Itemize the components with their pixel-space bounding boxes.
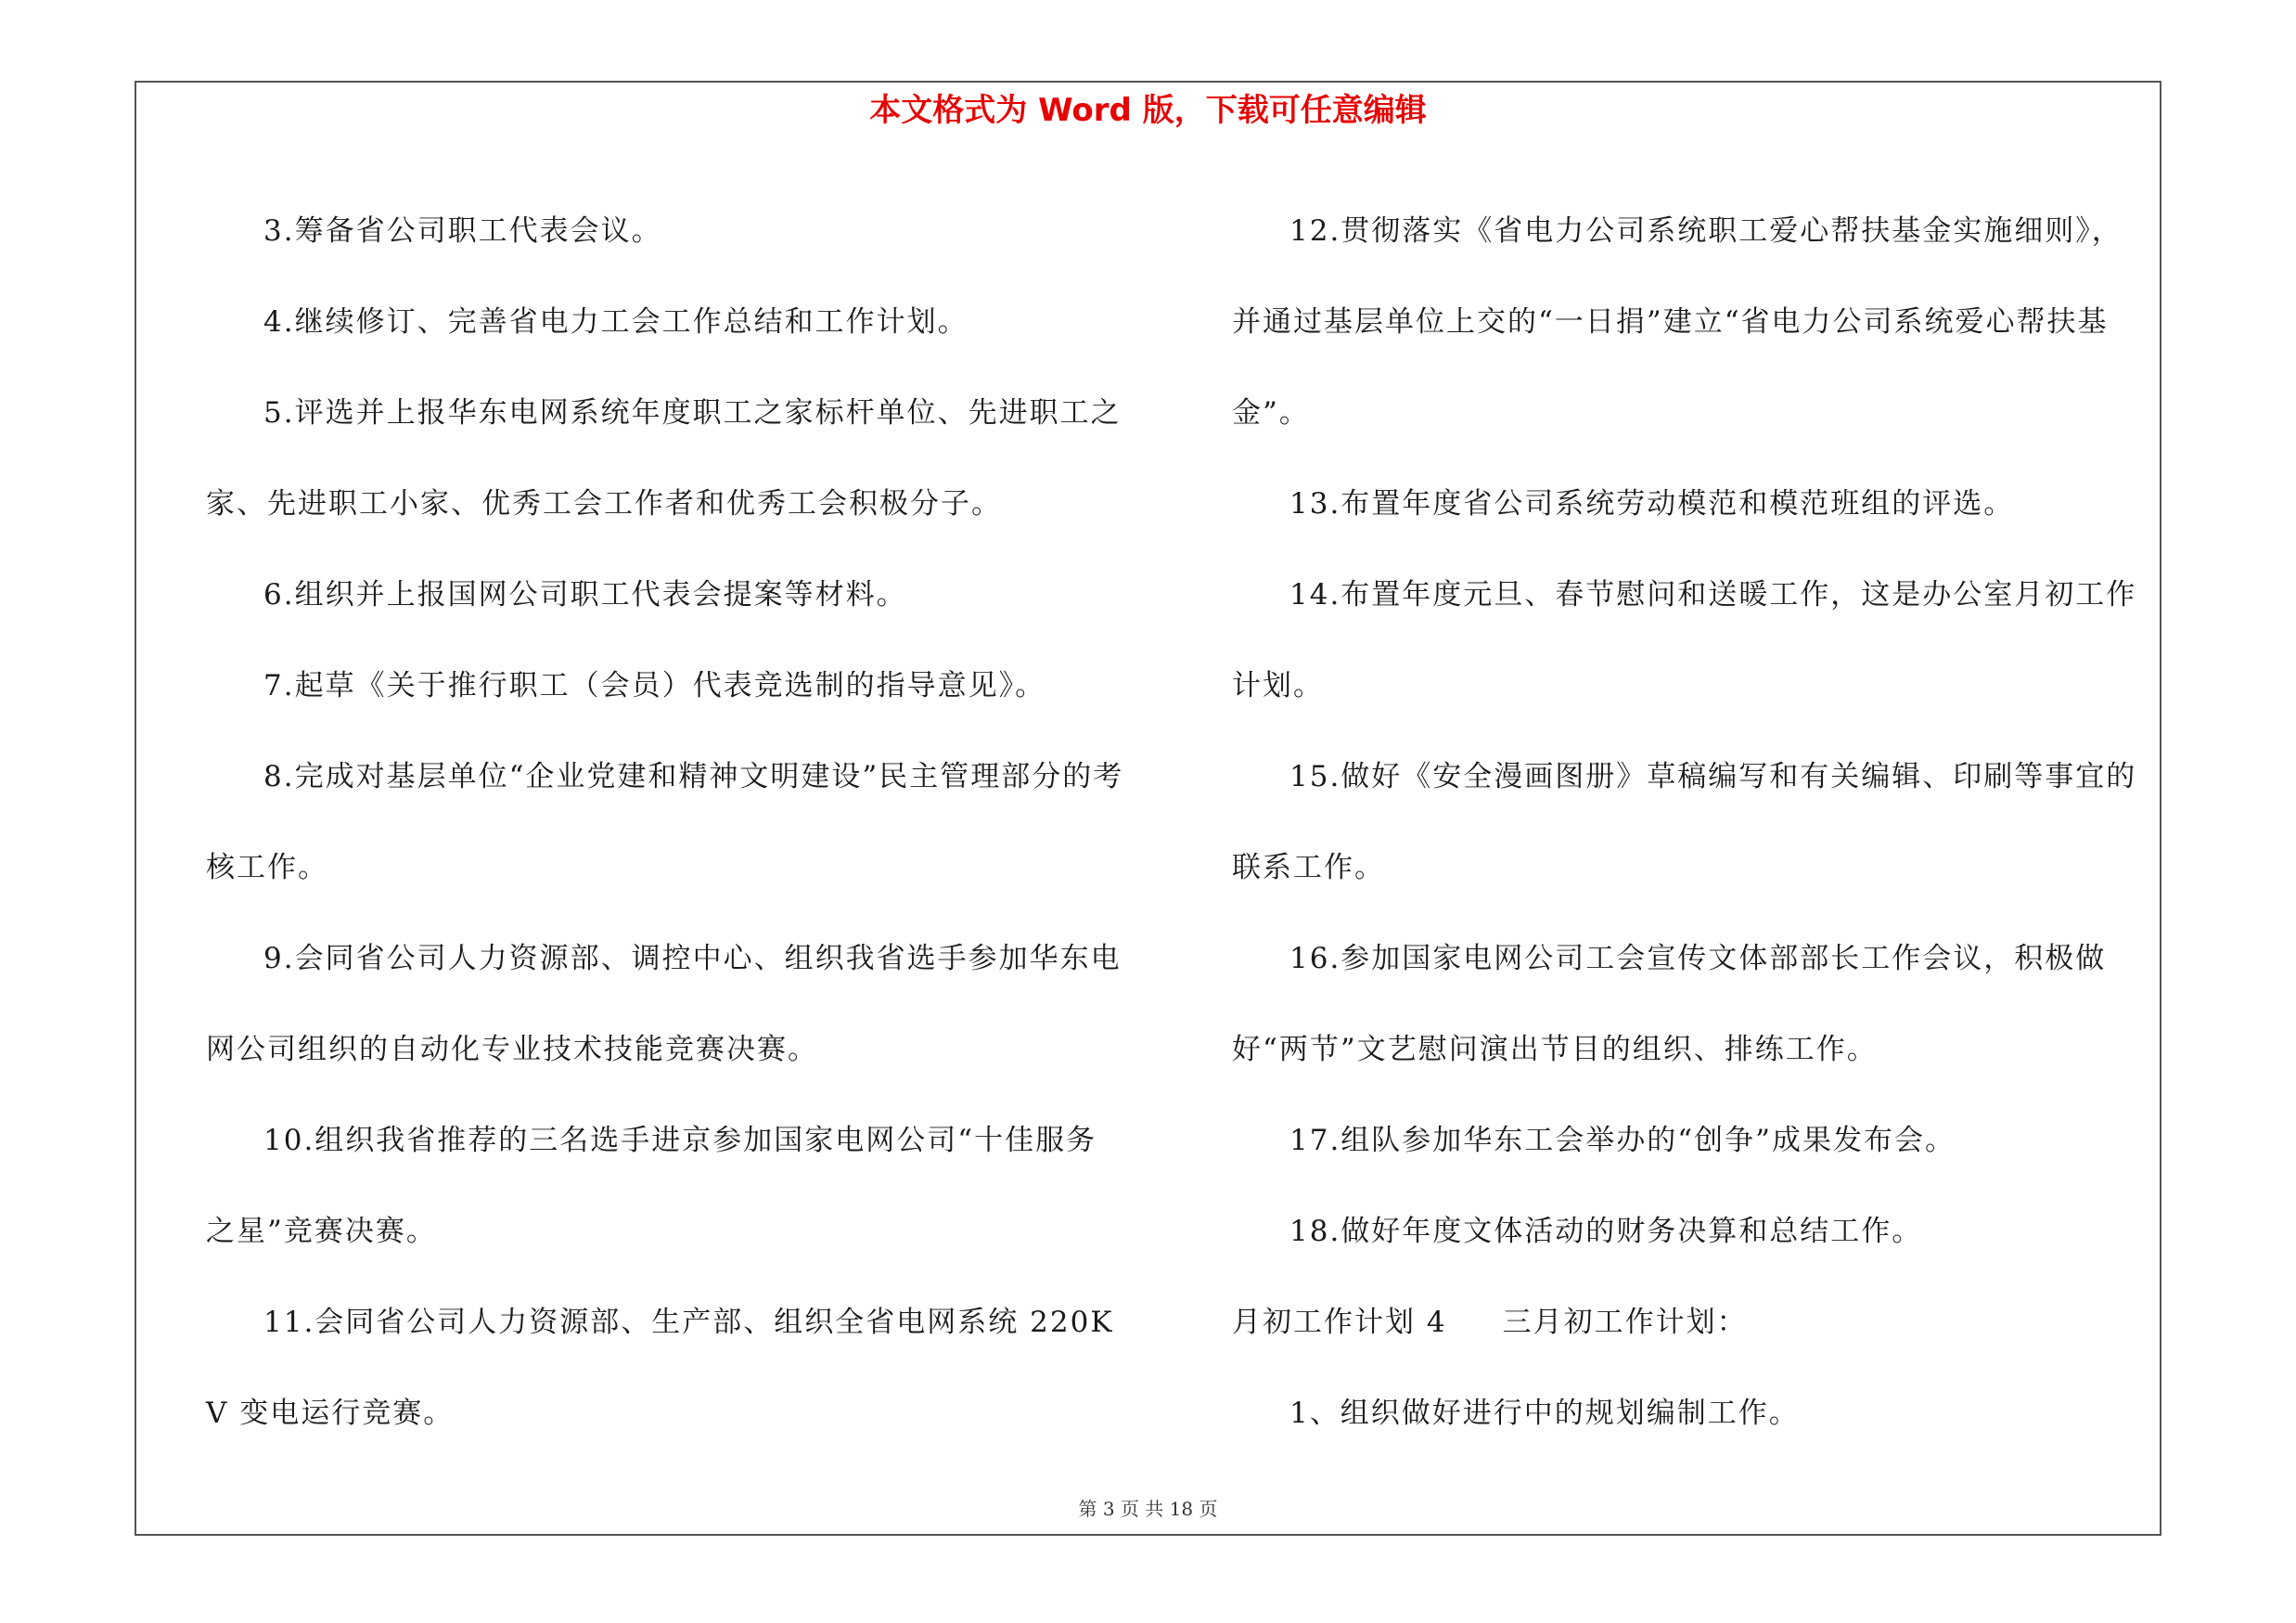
section-heading [1232,1277,2150,1368]
list-item: 15.做好《安全漫画图册》草稿编写和有关编辑、印刷等事宜的联系工作。 [1232,760,2137,884]
list-item: 6.组织并上报国网公司职工代表会提案等材料。 [263,578,907,612]
format-banner: 本文格式为 Word 版，下载可任意编辑 [869,92,1427,129]
right-column [1232,186,2150,1459]
list-item: 10.组织我省推荐的三名选手进京参加国家电网公司“十佳服务之星”竞赛决赛。 [206,1124,1097,1248]
section-title: 月初工作计划 4 [1232,1306,1447,1339]
list-item: 8.完成对基层单位“企业党建和精神文明建设”民主管理部分的考核工作。 [206,760,1124,884]
list-item: 17.组队参加华东工会举办的“创争”成果发布会。 [1289,1124,1956,1157]
list-item: 11.会同省公司人力资源部、生产部、组织全省电网系统 220KV 变电运行竞赛。 [206,1306,1114,1430]
list-item: 13.布置年度省公司系统劳动模范和模范班组的评选。 [1289,487,2015,521]
list-item: 9.会同省公司人力资源部、调控中心、组织我省选手参加华东电网公司组织的自动化专业技术技能竞赛决赛。 [206,942,1122,1066]
list-item: 4.继续修订、完善省电力工会工作总结和工作计划。 [263,305,968,339]
list-item: 14.布置年度元旦、春节慰问和送暖工作，这是办公室月初工作计划。 [1232,578,2137,702]
list-item: 18.做好年度文体活动的财务决算和总结工作。 [1289,1215,1923,1248]
left-column [206,186,1124,1459]
section-subtitle: 三月初工作计划： [1502,1306,1748,1339]
list-item: 16.参加国家电网公司工会宣传文体部部长工作会议，积极做好“两节”文艺慰问演出节目的组织、排练工作。 [1232,942,2107,1066]
list-item: 7.起草《关于推行职工（会员）代表竞选制的指导意见》。 [263,669,1046,702]
list-item: 1、组织做好进行中的规划编制工作。 [1289,1397,1800,1430]
page-number: 第 3 页 共 18 页 [1078,1498,1218,1520]
list-item: 12.贯彻落实《省电力公司系统职工爱心帮扶基金实施细则》，并通过基层单位上交的“一日捐”建立“省电力公司系统爱心帮扶基金”。 [1232,214,2123,430]
list-item: 3.筹备省公司职工代表会议。 [263,214,662,248]
list-item: 5.评选并上报华东电网系统年度职工之家标杆单位、先进职工之家、先进职工小家、优秀工会工作者和优秀工会积极分子。 [206,396,1122,521]
